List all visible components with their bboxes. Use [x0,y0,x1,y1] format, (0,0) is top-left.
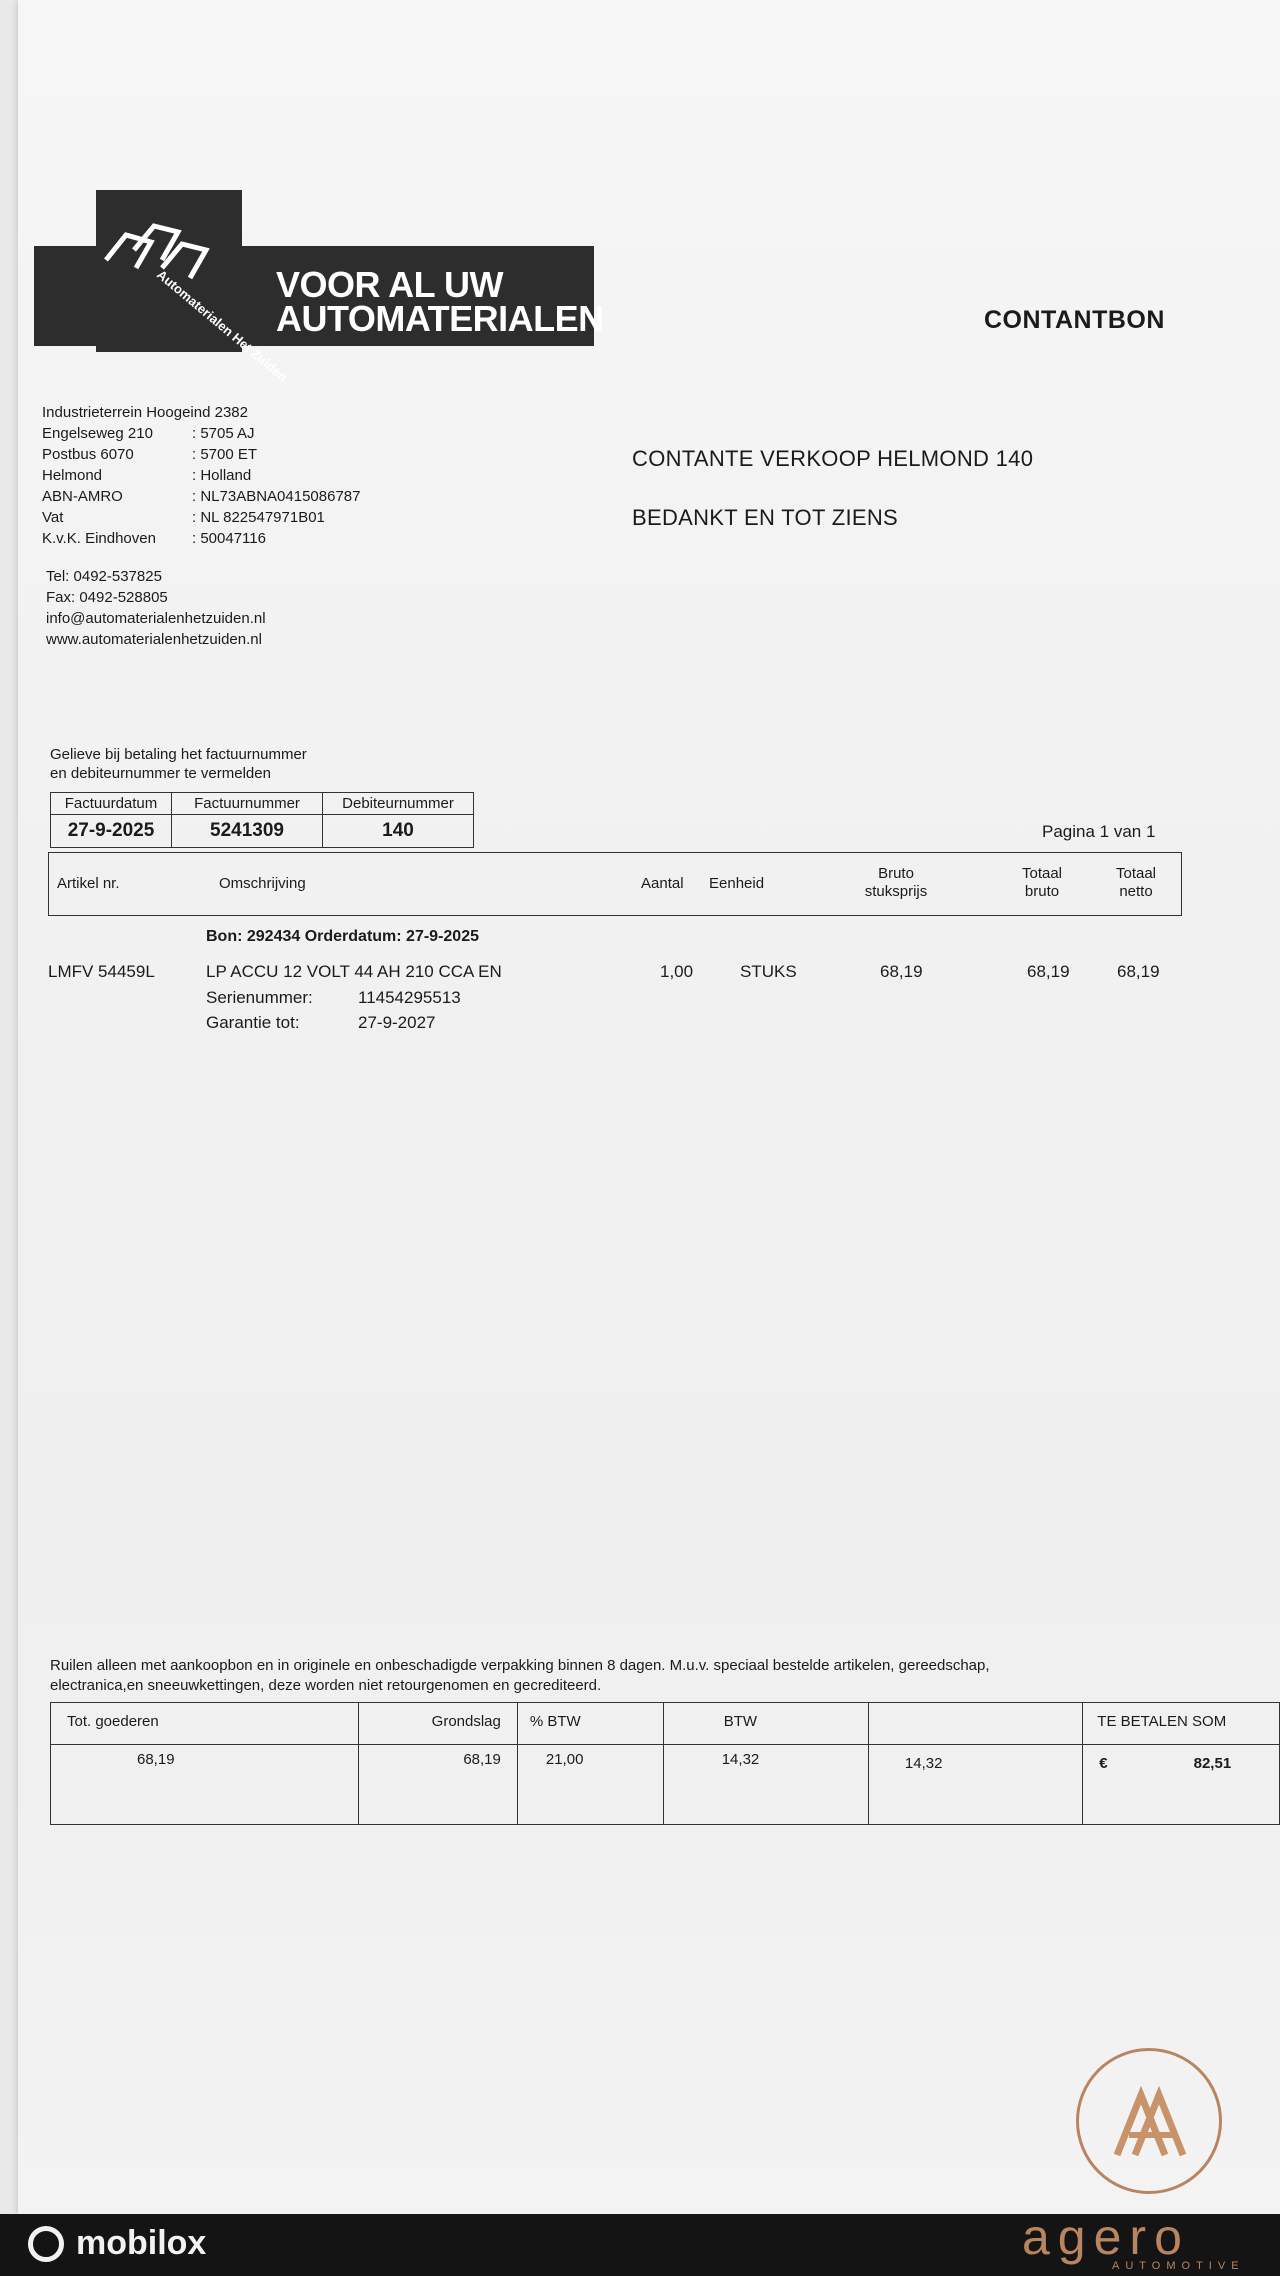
totals-header-btw-pct: % BTW [517,1703,663,1745]
payment-note-line: en debiteurnummer te vermelden [50,765,271,782]
agero-badge [1076,2048,1222,2194]
item-eenheid: STUKS [740,962,797,981]
return-policy-line: electranica,en sneeuwkettingen, deze worden niet retourgenomen en gecrediteerd. [50,1677,602,1694]
invoice-number: 5241309 [172,815,323,848]
address-row [42,444,360,465]
address-label: Helmond [42,467,103,484]
serial-value: 11454295513 [358,988,461,1007]
item-bruto: 68,19 [880,962,923,981]
address-label: K.v.K. Eindhoven [42,530,156,547]
totals-header-goederen: Tot. goederen [51,1703,359,1745]
totals-header-te-betalen: TE BETALEN SOM [1083,1703,1280,1745]
item-aantal: 1,00 [660,962,694,981]
address-value: : 5705 AJ [192,425,255,442]
col-bruto-line2: stuksprijs [864,883,928,900]
mobilox-logo-icon [28,2226,64,2262]
website-address: www.automaterialenhetzuiden.nl [46,631,262,648]
page-indicator: Pagina 1 van 1 [1042,822,1156,841]
logo-line-2: AUTOMATERIALEN [276,298,604,339]
address-label: Vat [42,509,64,526]
col-totaal-bruto-line2: bruto [1024,883,1060,900]
totals-header-btw: BTW [663,1703,868,1745]
currency-symbol: € [1099,1755,1108,1772]
sale-location-text: CONTANTE VERKOOP HELMOND 140 [632,446,1034,471]
warranty-label: Garantie tot: [206,1013,300,1032]
company-contact [46,566,266,650]
email-address: info@automaterialenhetzuiden.nl [46,610,266,627]
col-bruto-line1: Bruto [878,865,914,882]
company-address [42,402,360,549]
address-label: Industrieterrein Hoogeind 2382 [42,404,248,421]
address-label: Postbus 6070 [42,446,134,463]
total-goederen: 68,19 [51,1745,359,1825]
item-totaal-bruto: 68,19 [1027,962,1070,981]
grondslag-value: 68,19 [359,1745,517,1825]
col-totaal-bruto-line1: Totaal [1021,865,1063,882]
agero-watermark: agero [1022,2209,1190,2265]
document-title: CONTANTBON [984,306,1165,334]
item-omschrijving: LP ACCU 12 VOLT 44 AH 210 CCA EN [206,962,502,981]
item-totaal-netto: 68,19 [1117,962,1160,981]
address-row [42,402,360,423]
address-row [42,528,360,549]
payment-note [50,745,307,783]
col-totaal-netto-line2: netto [1119,883,1153,900]
warranty-value: 27-9-2027 [358,1013,436,1032]
payment-note-line: Gelieve bij betaling het factuurnummer [50,746,307,763]
address-row [42,486,360,507]
amount-due [1083,1745,1280,1825]
col-totaal-netto-line1: Totaal [1115,865,1157,882]
phone-number: Tel: 0492-537825 [46,568,162,585]
meta-header-row [51,793,474,815]
logo-emblem [96,190,291,385]
btw-amount-total: 14,32 [868,1745,1082,1825]
address-value: : NL73ABNA0415086787 [192,488,361,505]
meta-header: Factuurnummer [172,793,323,815]
totals-header-row [51,1703,1280,1745]
address-row [42,423,360,444]
address-row [42,465,360,486]
meta-header: Factuurdatum [51,793,172,815]
thank-you-text: BEDANKT EN TOT ZIENS [632,505,898,530]
col-totaal-bruto [1007,865,1077,901]
col-artikel: Artikel nr. [57,875,120,892]
col-bruto [851,865,941,901]
col-aantal: Aantal [641,875,684,892]
mobilox-watermark [28,2224,206,2263]
totals-table [50,1702,1280,1825]
address-value: : NL 822547971B01 [192,509,325,526]
totals-header-blank [868,1703,1082,1745]
item-artikel: LMFV 54459L [48,962,155,981]
meta-value-row [51,815,474,848]
address-value: : Holland [192,467,252,484]
btw-percentage: 21,00 [517,1745,663,1825]
invoice-date: 27-9-2025 [51,815,172,848]
meta-header: Debiteurnummer [323,793,474,815]
order-reference: Bon: 292434 Orderdatum: 27-9-2025 [206,928,479,945]
invoice-meta-table [50,792,474,848]
col-totaal-netto [1101,865,1171,901]
agero-logo-icon [1079,2051,1219,2191]
agero-subtitle: AUTOMOTIVE [1112,2260,1245,2272]
fax-number: Fax: 0492-528805 [46,589,168,606]
address-value: : 5700 ET [192,446,258,463]
col-eenheid: Eenheid [709,875,765,892]
mobilox-text: mobilox [76,2224,207,2262]
logo-line-1: VOOR AL UW [276,264,503,305]
btw-amount: 14,32 [663,1745,868,1825]
address-label: ABN-AMRO [42,488,123,505]
amount-due-value: 82,51 [1193,1755,1232,1772]
address-label: Engelseweg 210 [42,425,153,442]
debtor-number: 140 [323,815,474,848]
address-row [42,507,360,528]
logo-emblem-text: Automaterialen Het Zuiden [154,266,291,385]
logo-wordmark [276,264,604,339]
return-policy [50,1656,1190,1696]
return-policy-line: Ruilen alleen met aankoopbon en in originele en onbeschadigde verpakking binnen 8 dagen. M.u.v. speciaal bestelde artikelen, gereedschap, [50,1657,990,1674]
address-value: : 50047116 [192,530,266,547]
item-column-header [48,852,1182,916]
totals-header-grondslag: Grondslag [359,1703,517,1745]
col-omschrijving: Omschrijving [219,875,306,892]
company-logo-icon [96,190,291,385]
totals-value-row [51,1745,1280,1825]
serial-label: Serienummer: [206,988,313,1007]
